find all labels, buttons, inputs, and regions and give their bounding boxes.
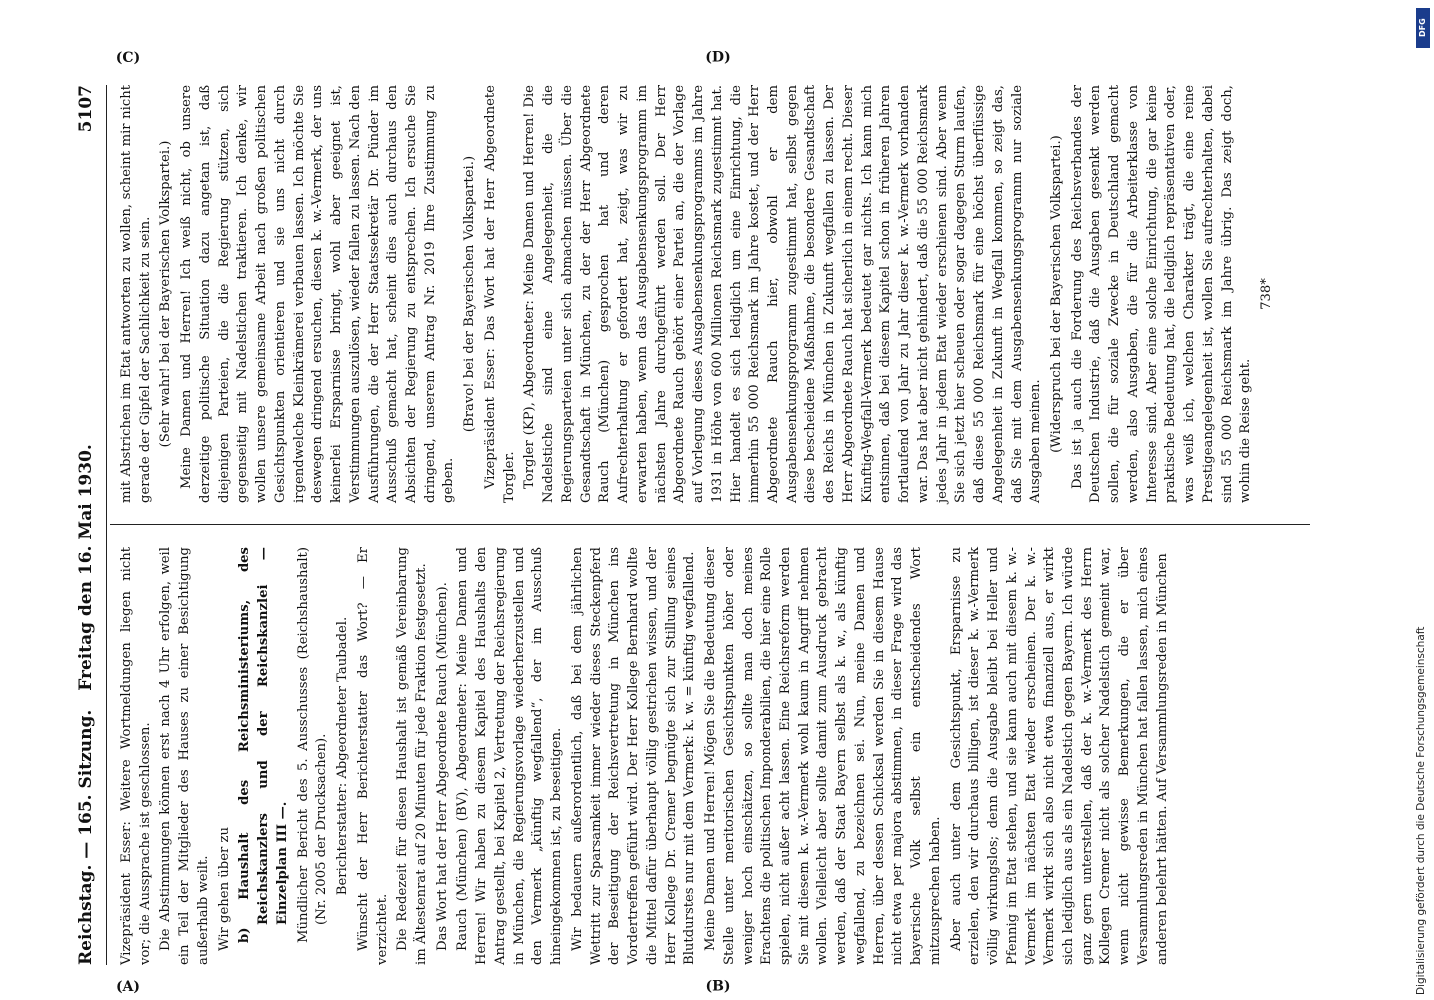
document-page (70, 49, 1350, 995)
paragraph: Berichterstatter: Abgeordneter Taubadel. (335, 616, 351, 896)
paragraph: Mündlicher Bericht des 5. Ausschusses (Reichshaushalt) (Nr. 2005 der Drucksachen). (295, 547, 330, 943)
paragraph: Die Redezeit für diesen Haushalt ist gemäß Vereinbarung im Ältestenrat auf 20 Minuten für jede Fraktion festgesetzt. (395, 547, 430, 965)
page-reference: 738* (1259, 278, 1275, 310)
paragraph: Vizepräsident Esser: Das Wort hat der Herr Abgeordnete Torgler. (482, 85, 517, 503)
page-number: 5107 (76, 85, 96, 133)
paragraph: Die Abstimmungen können erst nach 4 Uhr erfolgen, weil ein Teil der Mitglieder des Hauses zu einer Besichtigung außerhalb weilt. (158, 547, 211, 965)
margin-mark-a: (A) (115, 978, 141, 995)
speech-paragraph: Rauch (München) (BV), Abgeordneter: Meine Damen und Herren! Wir haben zu diesem Kapitel des Haushalts den Antrag gestellt, bei Kapitel 2, Vertretung der Reichsregierung in München, die Regierungsvorlage wiederherzustellen und den Vermerk „künftig wegfallend“, der im Ausschuß hineingekommen ist, zu beseitigen. (455, 547, 565, 965)
column-divider (110, 524, 1310, 525)
header-date-page (76, 85, 96, 691)
paragraph: Wir bedauern außerordentlich, daß bei dem jährlichen Wettritt zur Sparsamkeit immer wieder dieses Steckenpferd der Beseitigung der Reichsvertretung in München ins Vordertreffen geführt wird. Der Herr Kollege Bernhard wollte die Mittel dafür überhaupt völlig gestrichen wissen, und der Herr Kollege Dr. Cremer begnügte sich zur Stillung seines Blutdurstes nur mit dem Vermerk: k. w. = künftig wegfallend. (569, 547, 698, 965)
paragraph: Meine Damen und Herren! Mögen Sie die Bedeutung dieser Stelle unter meritorischen Gesichtspunkten höher oder weniger hoch einschätzen, so sollte man doch meines Erachtens die politischen Imponderabilien, die hier eine Rolle spielen, nicht außer acht lassen. Eine Reichsreform werden Sie mit diesem k. w.-Vermerk wohl kaum in Angriff nehmen wollen. Vielleicht aber sollte damit zum Ausdruck gebracht werden, daß der Staat Bayern selbst als k. w., als künftig wegfallend, zu bezeichnen sei. Nun, meine Damen und Herren, über dessen Schicksal werden Sie in diesem Hause nicht etwa per majora abstimmen, in dieser Frage wird das bayerische Volk selbst ein entscheidendes Wort mitzusprechen haben. (703, 547, 943, 965)
paragraph: Das Wort hat der Herr Abgeordnete Rauch (München). (434, 582, 450, 951)
paragraph: Wir gehen über zu (216, 827, 232, 951)
speech-paragraph: Torgler (KP), Abgeordneter: Meine Damen und Herren! Die Nadelstiche sind eine Angelegenheit, die die Regierungsparteien unter sich abmachen müssen. Über die Gesandtschaft in München, zu der der Herr Abgeordnete Rauch (München) gesprochen hat und deren Aufrechterhaltung er gefordert hat, zeigt, was wir zu erwarten haben, wenn das Ausgabensenkungsprogramm im nächsten Jahre durchgeführt werden soll. Der Herr Abgeordnete Rauch gehört einer Partei an, die der Vorlage auf Vorlegung dieses Ausgabensenkungsprogramms im Jahre 1931 in Höhe von 600 Millionen Reichsmark zugestimmt hat. Hier handelt es sich lediglich um eine Einrichtung, die immerhin 55 000 Reichsmark im Jahre kostet, und der Herr Abgeordnete Rauch hier, obwohl er dem Ausgabensenkungsprogramm zugestimmt hat, selbst gegen diese bescheidene Maßnahme, die besondere Gesandtschaft des Reichs in München in Zukunft wegfallen zu lassen. Der Herr Abgeordnete Rauch hat sicherlich in einem recht. Dieser Künftig-Wegfall-Vermerk bedeutet gar nichts. Ich kann mich entsinnen, daß bei diesem Kapitel schon in früheren Jahren fortlaufend von Jahr zu Jahr dieser k. w.-Vermerk vorhanden war. Das hat aber nicht gehindert, daß die 55 000 Reichsmark jedes Jahr in jedem Etat wieder erschienen sind. Aber wenn Sie sich jetzt hier scheuen oder sogar dagegen Sturm laufen, daß diese 55 000 Reichsmark für eine höchst überflüssige Angelegenheit in Zukunft in Wegfall kommen, so zeigt das, daß Sie mit dem Ausgabensenkungsprogramm nur soziale Ausgaben meinen. (522, 85, 1044, 503)
paragraph: Das ist ja auch die Forderung des Reichsverbandes der Deutschen Industrie, daß die Ausgaben gesenkt werden sollen, die für soziale Zwecke in Deutschland gemacht werden, also Ausgaben, die für die Arbeiterklasse von Interesse sind. Aber eine solche Einrichtung, die gar keine praktische Bedeutung hat, die lediglich repräsentativen oder, was weiß ich, welchen Charakter trägt, die eine reine Prestigeangelegenheit ist, wollen Sie aufrechterhalten, dabei sind 55 000 Reichsmark im Jahre übrig. Das zeigt doch, wohin die Reise geht. (1069, 85, 1254, 503)
agenda-item: b) Haushalt des Reichsministeriums, des Reichskanzlers und der Reichskanzlei — Einzelplan III —. (237, 547, 290, 943)
header-session: Reichstag. — 165. Sitzung. (76, 709, 96, 965)
dfg-logo: DFG (1416, 8, 1430, 48)
margin-mark-c: (C) (115, 49, 141, 66)
paragraph: Vizepräsident Esser: Weitere Wortmeldungen liegen nicht vor; die Aussprache ist geschlossen. (119, 547, 153, 965)
right-column (118, 85, 1318, 503)
interjection: (Bravo! bei der Bayerischen Volkspartei.) (462, 155, 478, 433)
margin-mark-b: (B) (705, 978, 731, 995)
paragraph: mit Abstrichen im Etat antworten zu wollen, scheint mir nicht gerade der Gipfel der Sachlichkeit zu sein. (119, 85, 153, 503)
paragraph: Meine Damen und Herren! Ich weiß nicht, ob unsere derzeitige politische Situation dazu angetan ist, daß diejenigen Parteien, die die Regierung stützen, sich gegenseitig mit Nadelstichen traktieren. Ich denke, wir wollen unsere gemeinsame Arbeit nach großen politischen Gesichtspunkten orientieren und sie uns nicht durch irgendwelche Kleinkrämerei verbauen lassen. Ich möchte Sie deswegen dringend ersuchen, diesen k. w.-Vermerk, der uns keinerlei Ersparnisse bringt, wohl aber geeignet ist, Verstimmungen auszulösen, wieder fallen zu lassen. Nach den Ausführungen, die der Herr Staatssekretär Dr. Pünder im Ausschuß gemacht hat, scheint dies auch durchaus den Absichten der Regierung zu entsprechen. Ich ersuche Sie dringend, unserem Antrag Nr. 2019 Ihre Zustimmung zu geben. (179, 85, 457, 503)
digitization-note-text: Digitalisierung gefördert durch die Deutsche Forschungsgemeinschaft (1415, 626, 1427, 995)
left-column (118, 547, 1318, 965)
interjection: (Widerspruch bei der Bayerischen Volkspartei.) (1048, 135, 1064, 453)
paragraph: Wünscht der Herr Berichterstatter das Wort? — Er verzichtet. (355, 547, 390, 965)
margin-mark-d: (D) (705, 49, 731, 66)
paragraph: Aber auch unter dem Gesichtspunkt, Ersparnisse zu erzielen, den wir durchaus billigen, ist dieser k. w.-Vermerk völlig wirkungslos; denn die Ausgabe bleibt bei Heller und Pfennig im Etat stehen, und sie kann auch mit diesem k. w.-Vermerk im nächsten Etat wieder erscheinen. Der k. w.-Vermerk wirkt sich also nicht etwa finanziell aus, er wirkt sich lediglich aus als ein Nadelstich gegen Bayern. Ich würde ganz gern unterstellen, daß der k. w.-Vermerk des Herrn Kollegen Cremer nicht als solcher Nadelstich gemeint war, wenn nicht gewisse Bemerkungen, die er über Versammlungsreden in München hat fallen lassen, mich eines anderen belehrt hätten. Auf Versammlungsreden in München (948, 547, 1170, 965)
header-date: Freitag den 16. Mai 1930. (76, 444, 96, 691)
page-header (70, 85, 107, 965)
interjection: (Sehr wahr! bei der Bayerischen Volkspartei.) (158, 140, 174, 448)
